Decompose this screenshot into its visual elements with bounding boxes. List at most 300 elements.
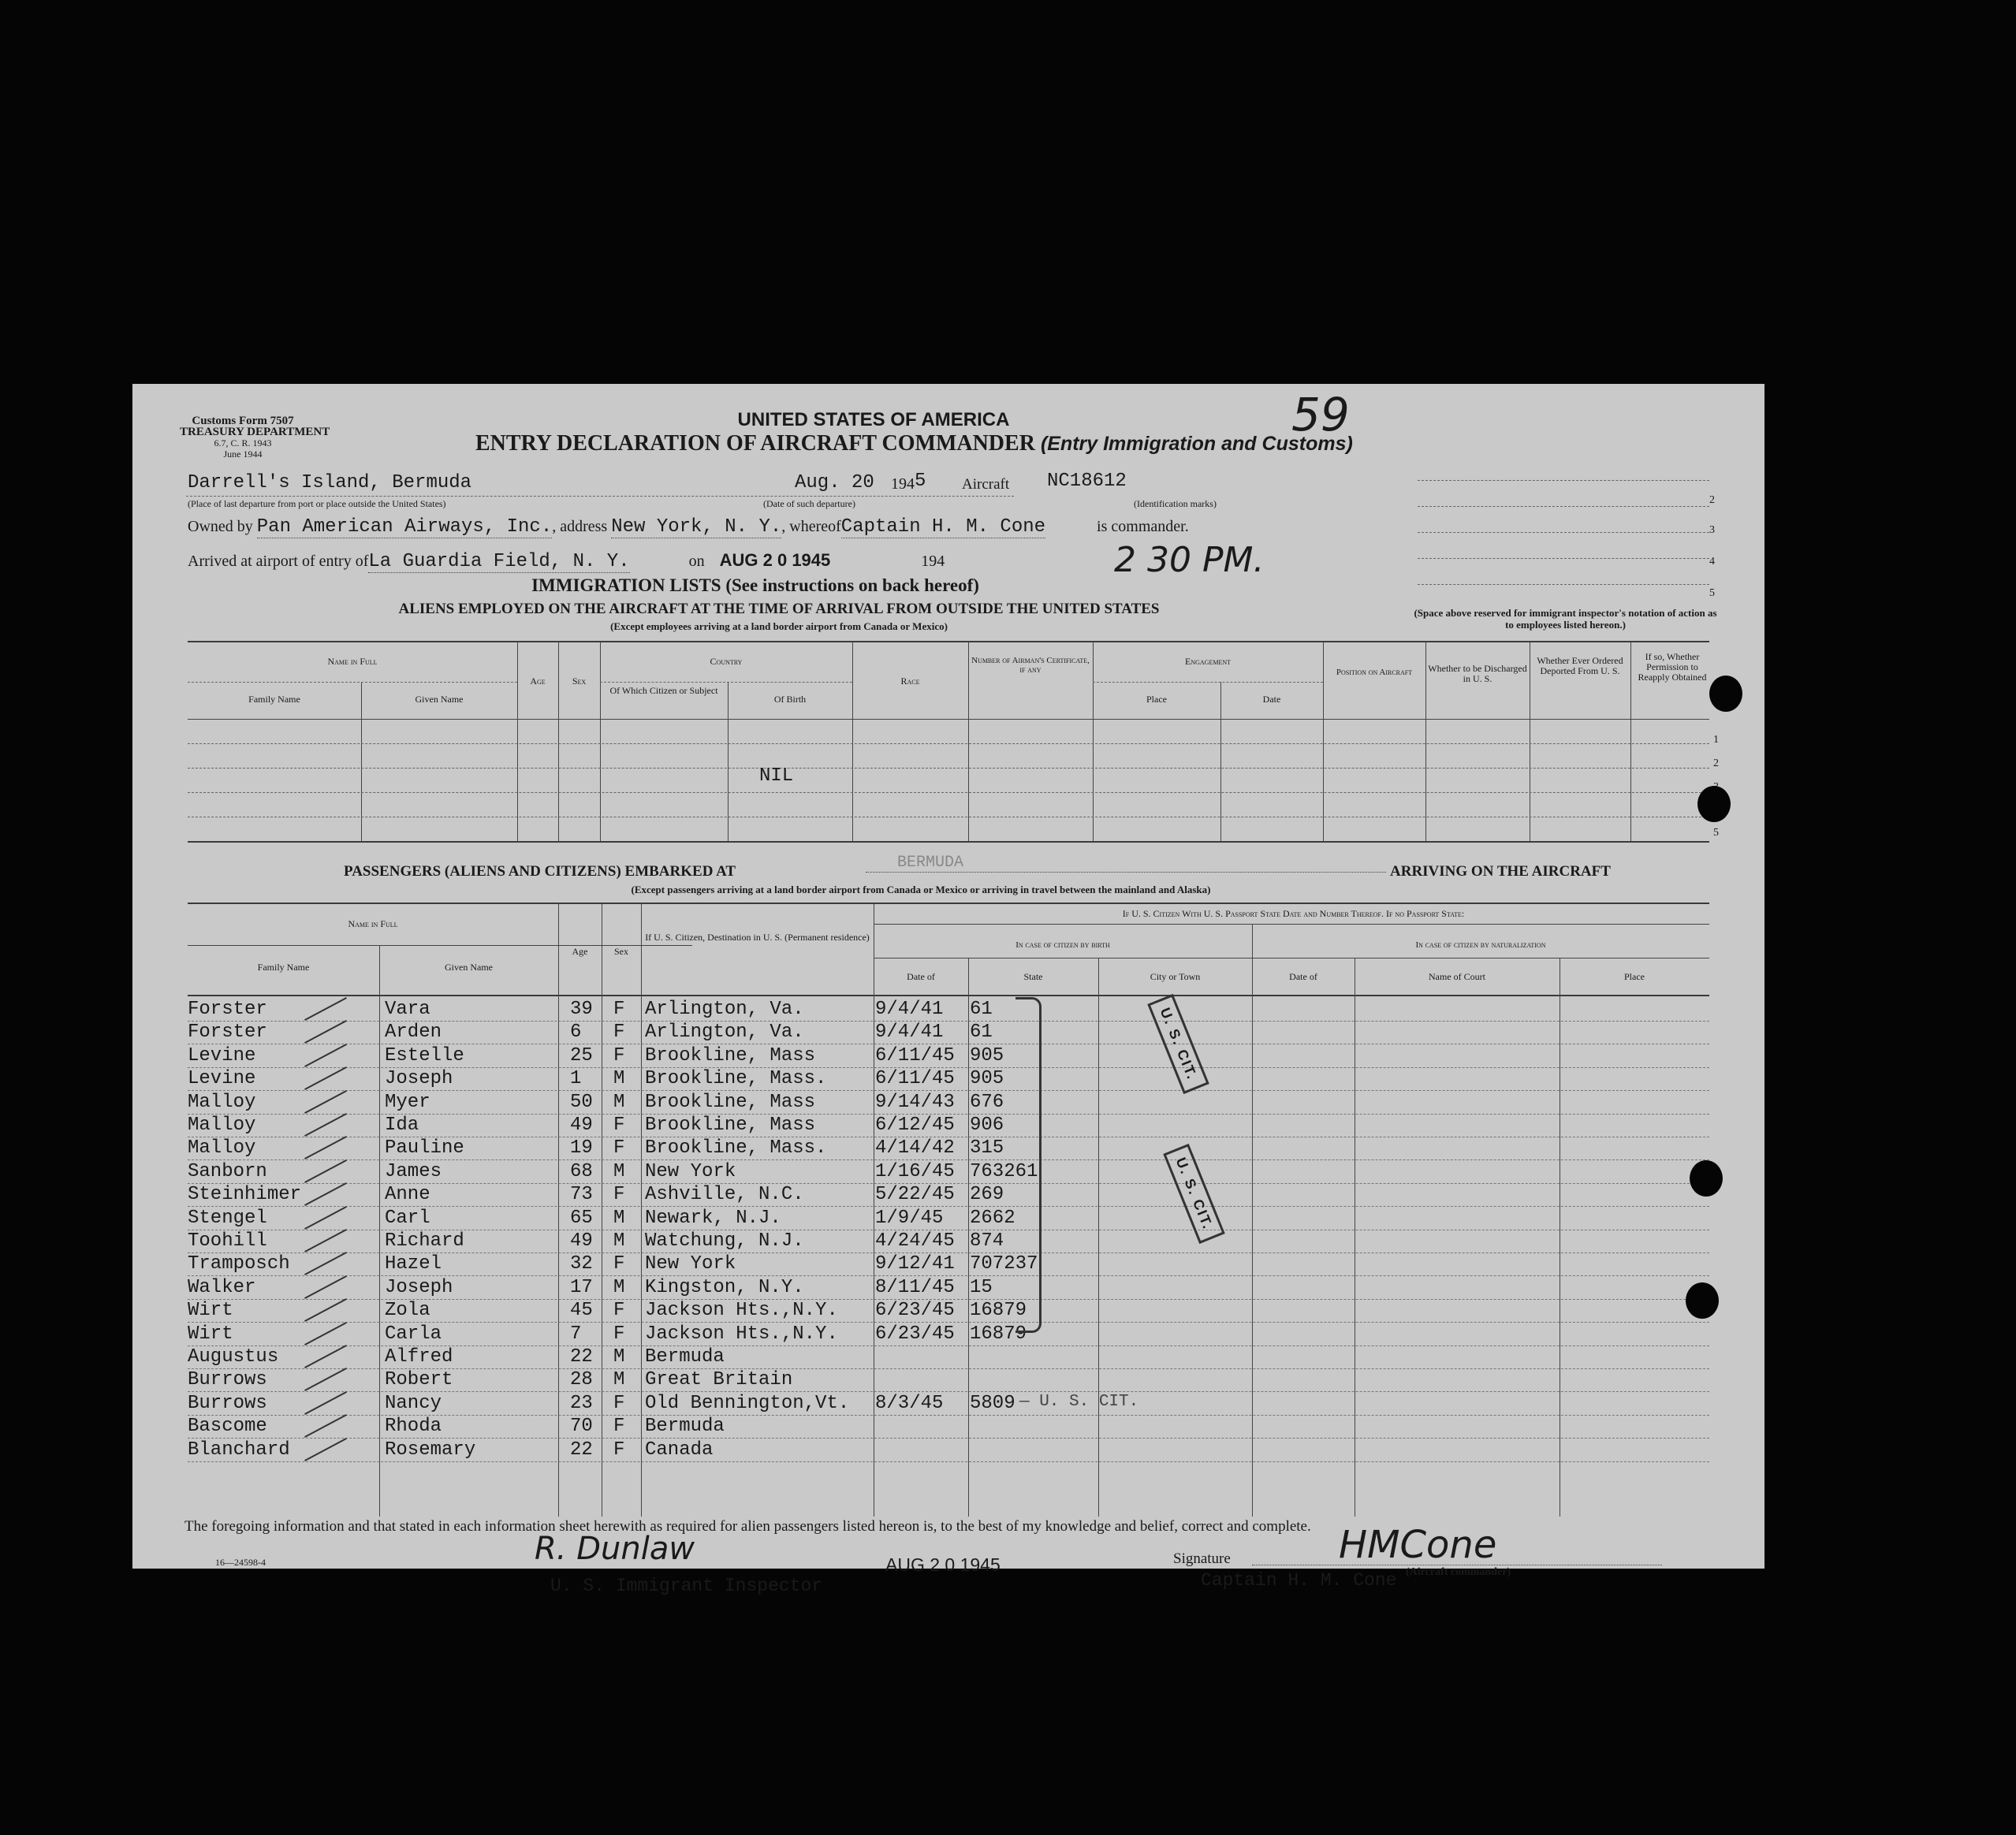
passenger-sex: M: [613, 1091, 625, 1113]
check-mark: [304, 1090, 347, 1114]
passport-number: 905: [970, 1044, 1004, 1066]
table-row: [188, 1323, 1709, 1346]
passengers-note: (Except passengers arriving at a land border airport from Canada or Mexico or arriving in travel between the mainland and Alaska): [631, 884, 1211, 895]
passport-number: 61: [970, 999, 993, 1020]
check-mark: [304, 1206, 347, 1230]
passenger-destination: Brookline, Mass: [645, 1044, 816, 1066]
column-rule: [517, 642, 518, 841]
table-row: [188, 1416, 1709, 1439]
passenger-family-name: Tramposch: [188, 1253, 290, 1275]
passenger-sex: F: [613, 1044, 625, 1066]
passenger-sex: M: [613, 1160, 625, 1182]
passenger-family-name: Wirt: [188, 1323, 233, 1345]
passport-date: 6/11/45: [875, 1044, 955, 1066]
departure-date: Aug. 20: [795, 472, 874, 493]
passenger-destination: Arlington, Va.: [645, 1022, 804, 1044]
passenger-given-name: Arden: [385, 1022, 442, 1044]
passengers-title-right: ARRIVING ON THE AIRCRAFT: [1390, 863, 1611, 880]
check-mark: [304, 1136, 347, 1159]
passenger-sex: M: [613, 1276, 625, 1298]
check-mark: [304, 1368, 347, 1391]
column-rule: [852, 642, 853, 841]
inspector-label: U. S. Immigrant Inspector: [550, 1576, 823, 1596]
table-row: [188, 1277, 1709, 1300]
check-mark: [304, 1298, 347, 1322]
passenger-age: 25: [570, 1044, 593, 1066]
commander-caption: (Aircraft commander): [1406, 1566, 1511, 1578]
passenger-given-name: Vara: [385, 999, 430, 1020]
passenger-destination: Bermuda: [645, 1416, 725, 1438]
passenger-family-name: Steinhimer: [188, 1184, 302, 1206]
check-mark: [304, 1113, 347, 1137]
passenger-sex: F: [613, 1115, 625, 1136]
form-title: [475, 431, 1353, 456]
passenger-age: 65: [570, 1207, 593, 1229]
crew-cert-header: Number of Airman's Certificate, if any: [971, 656, 1090, 675]
margin-number: 5: [1709, 587, 1715, 599]
crew-discharged-header: Whether to be Discharged in U. S.: [1428, 663, 1527, 684]
passenger-sex: F: [613, 1416, 625, 1438]
passenger-given-name: Robert: [385, 1369, 453, 1391]
check-mark: [304, 1275, 347, 1299]
margin-line: [1418, 584, 1709, 585]
year-prefix: 194: [891, 475, 915, 493]
passenger-destination: Brookline, Mass: [645, 1091, 816, 1113]
arrival-year-prefix: 194: [921, 553, 945, 570]
crew-birth-header: Of Birth: [773, 694, 807, 705]
pass-naturalization-header: In case of citizen by naturalization: [1415, 940, 1546, 950]
passenger-given-name: Hazel: [385, 1253, 442, 1275]
passenger-family-name: Walker: [188, 1276, 256, 1298]
row-rule: [188, 792, 1709, 793]
passport-number: 16879: [970, 1323, 1027, 1345]
passenger-age: 49: [570, 1115, 593, 1136]
passenger-age: 7: [570, 1323, 582, 1345]
passenger-age: 23: [570, 1392, 593, 1414]
passenger-age: 45: [570, 1300, 593, 1322]
check-mark: [304, 997, 347, 1021]
header-rule: [1093, 682, 1323, 683]
pass-sex-header: Sex: [614, 946, 628, 957]
arrival-date-stamp: AUG 2 0 1945: [719, 550, 831, 570]
pass-court-header: Name of Court: [1429, 971, 1485, 982]
passenger-given-name: Joseph: [385, 1276, 453, 1298]
passenger-sex: M: [613, 1346, 625, 1368]
table-row: [188, 1208, 1709, 1230]
margin-number: 3: [1709, 524, 1715, 536]
passenger-destination: Arlington, Va.: [645, 999, 804, 1020]
passenger-family-name: Levine: [188, 1068, 256, 1090]
crew-race-header: Race: [900, 676, 920, 687]
owned-line: [188, 516, 1189, 538]
passenger-sex: F: [613, 1439, 625, 1461]
passport-date: 4/24/45: [875, 1230, 955, 1252]
arrival-airport: La Guardia Field, N. Y.: [368, 551, 630, 572]
column-rule: [968, 642, 969, 841]
check-mark: [304, 1182, 347, 1206]
document-page: [132, 384, 1764, 1596]
passenger-age: 1: [570, 1068, 582, 1090]
arrived-label: Arrived at airport of entry of: [188, 553, 369, 570]
pass-by-birth-header: In case of citizen by birth: [1015, 940, 1110, 950]
inspector-signature: R. Dunlaw: [535, 1531, 695, 1567]
passenger-destination: Ashville, N.C.: [645, 1184, 804, 1206]
check-mark: [304, 1391, 347, 1415]
passport-date: 1/16/45: [875, 1160, 955, 1182]
passenger-destination: Kingston, N.Y.: [645, 1276, 804, 1298]
passport-number: 874: [970, 1230, 1004, 1252]
pass-place-header: Place: [1624, 971, 1645, 982]
table-row: [188, 1439, 1709, 1462]
passenger-family-name: Burrows: [188, 1369, 267, 1391]
passenger-family-name: Stengel: [188, 1207, 267, 1229]
table-row: [188, 1068, 1709, 1091]
passenger-destination: Canada: [645, 1439, 714, 1461]
form-code: 6.7, C. R. 1943: [214, 437, 272, 449]
table-row: [188, 1045, 1709, 1068]
pass-city-header: City or Town: [1150, 971, 1201, 982]
margin-line: [1418, 532, 1709, 533]
passport-date: 5/22/45: [875, 1184, 955, 1206]
passport-number: 763261: [970, 1160, 1038, 1182]
margin-line: [1418, 480, 1709, 481]
departure-year: [891, 471, 926, 495]
table-row: [188, 1369, 1709, 1392]
row-rule: [188, 768, 1709, 769]
pass-nat-date-header: Date of: [1289, 971, 1317, 982]
passport-date: 6/11/45: [875, 1068, 955, 1090]
passenger-destination: Jackson Hts.,N.Y.: [645, 1323, 838, 1345]
margin-line: [1418, 506, 1709, 507]
check-mark: [304, 1020, 347, 1044]
passenger-age: 39: [570, 999, 593, 1020]
crew-name-header: Name in Full: [327, 656, 378, 667]
passenger-given-name: Richard: [385, 1230, 464, 1252]
crew-family-header: Family Name: [248, 694, 300, 705]
column-rule: [600, 642, 601, 841]
passenger-age: 49: [570, 1230, 593, 1252]
passenger-family-name: Malloy: [188, 1115, 256, 1136]
departure-date-caption: (Date of such departure): [763, 498, 855, 509]
pass-name-header: Name in Full: [348, 918, 398, 929]
punch-hole: [1709, 676, 1742, 712]
pass-age-header: Age: [572, 946, 588, 957]
row-rule: [188, 743, 1709, 744]
check-mark: [304, 1322, 347, 1346]
crew-sex-header: Sex: [572, 676, 587, 687]
passport-date: 6/23/45: [875, 1323, 955, 1345]
table-row: [188, 1092, 1709, 1115]
passenger-age: 32: [570, 1253, 593, 1275]
passenger-sex: F: [613, 1184, 625, 1206]
page-number: 59: [1291, 388, 1350, 441]
passenger-family-name: Augustus: [188, 1346, 279, 1368]
passenger-destination: New York: [645, 1160, 736, 1182]
crew-position-header: Position on Aircraft: [1336, 668, 1413, 677]
passenger-sex: M: [613, 1207, 625, 1229]
crew-country-header: Country: [710, 656, 743, 667]
crew-row-number: 2: [1713, 757, 1719, 769]
on-label: on: [688, 553, 705, 570]
check-mark: [304, 1229, 347, 1252]
passenger-age: 50: [570, 1091, 593, 1113]
passenger-given-name: Joseph: [385, 1068, 453, 1090]
table-row: [188, 999, 1709, 1022]
passenger-age: 68: [570, 1160, 593, 1182]
check-mark: [304, 1438, 347, 1461]
passport-date: 9/4/41: [875, 1022, 944, 1044]
margin-number: 2: [1709, 494, 1715, 506]
passenger-family-name: Toohill: [188, 1230, 267, 1252]
passenger-destination: Jackson Hts.,N.Y.: [645, 1300, 838, 1322]
passport-date: 9/12/41: [875, 1253, 955, 1275]
whereof-label: , whereof: [781, 518, 841, 535]
passport-date: 8/11/45: [875, 1276, 955, 1298]
passport-date: 9/4/41: [875, 999, 944, 1020]
passenger-family-name: Wirt: [188, 1300, 233, 1322]
aircraft-caption: (Identification marks): [1134, 498, 1217, 509]
nancy-citizen-note: — U. S. CIT.: [1019, 1393, 1139, 1411]
declaration-text: The foregoing information and that stated in each information sheet herewith as required for alien passengers listed hereon is, to the best of my knowledge and belief, correct and complete.: [184, 1518, 1311, 1535]
passport-number: 16879: [970, 1300, 1027, 1322]
table-rule: [188, 995, 1709, 996]
pass-family-header: Family Name: [257, 962, 310, 973]
header-rule: [874, 924, 1709, 925]
passenger-sex: F: [613, 1137, 625, 1159]
table-row: [188, 1115, 1709, 1137]
owner-name: Pan American Airways, Inc.: [256, 516, 553, 538]
passenger-age: 28: [570, 1369, 593, 1391]
signature-label: Signature: [1173, 1550, 1231, 1567]
passport-number: 315: [970, 1137, 1004, 1159]
immigration-subtitle: ALIENS EMPLOYED ON THE AIRCRAFT AT THE TIME OF ARRIVAL FROM OUTSIDE THE UNITED STATES: [398, 601, 1160, 617]
passenger-destination: Old Bennington,Vt.: [645, 1392, 850, 1414]
country-title: UNITED STATES OF AMERICA: [737, 409, 1010, 430]
passenger-family-name: Burrows: [188, 1392, 267, 1414]
passenger-destination: Newark, N.J.: [645, 1207, 781, 1229]
punch-hole: [1686, 1282, 1719, 1319]
passport-number: 676: [970, 1091, 1004, 1113]
crew-engagement-header: Engagement: [1185, 656, 1231, 667]
passport-date: 6/12/45: [875, 1115, 955, 1136]
column-rule: [1425, 642, 1426, 841]
crew-deported-header: Whether Ever Ordered Deported From U. S.: [1537, 655, 1623, 676]
crew-row-number: 1: [1713, 734, 1719, 746]
nil-entry: NIL: [759, 765, 794, 787]
crew-row-number: 5: [1713, 827, 1719, 839]
check-mark: [304, 1345, 347, 1368]
passenger-given-name: Zola: [385, 1300, 430, 1322]
table-rule: [188, 903, 1709, 904]
table-row: [188, 1300, 1709, 1323]
check-mark: [304, 1159, 347, 1183]
crew-citizen-header: Of Which Citizen or Subject: [609, 685, 718, 696]
passport-date: 9/14/43: [875, 1091, 955, 1113]
passenger-given-name: Anne: [385, 1184, 430, 1206]
form-date: June 1944: [223, 449, 263, 460]
passenger-age: 22: [570, 1439, 593, 1461]
table-row: [188, 1022, 1709, 1044]
pass-date-header: Date of: [907, 971, 935, 982]
passenger-given-name: James: [385, 1160, 442, 1182]
grouping-bracket: [1015, 997, 1042, 1333]
column-rule: [1630, 642, 1631, 841]
header-rule: [188, 682, 517, 683]
passenger-sex: F: [613, 1253, 625, 1275]
form-title-sub: (Entry Immigration and Customs): [1040, 433, 1353, 455]
table-row: [188, 1230, 1709, 1253]
departure-place-caption: (Place of last departure from port or place outside the United States): [188, 498, 446, 509]
passenger-family-name: Bascome: [188, 1416, 267, 1438]
passport-number: 15: [970, 1276, 993, 1298]
passenger-age: 17: [570, 1276, 593, 1298]
passenger-destination: Great Britain: [645, 1369, 793, 1391]
passenger-given-name: Estelle: [385, 1044, 464, 1066]
table-rule: [188, 641, 1709, 642]
passenger-destination: Bermuda: [645, 1346, 725, 1368]
aircraft-label: Aircraft: [962, 476, 1010, 493]
passenger-age: 22: [570, 1346, 593, 1368]
passenger-given-name: Nancy: [385, 1392, 442, 1414]
passenger-sex: F: [613, 1323, 625, 1345]
passport-number: 906: [970, 1115, 1004, 1136]
passenger-family-name: Forster: [188, 999, 267, 1020]
divider: [186, 496, 1014, 497]
check-mark: [304, 1066, 347, 1090]
passenger-family-name: Forster: [188, 1022, 267, 1044]
crew-place-header: Place: [1146, 694, 1167, 705]
pass-destination-header: If U. S. Citizen, Destination in U. S. (Permanent residence): [645, 932, 870, 943]
passenger-sex: F: [613, 999, 625, 1020]
header-rule: [600, 682, 852, 683]
check-mark: [304, 1414, 347, 1438]
pass-state-header: State: [1023, 971, 1043, 982]
passenger-family-name: Blanchard: [188, 1439, 290, 1461]
owner-address: New York, N. Y.: [611, 516, 782, 538]
inspector-date-stamp: AUG 2 0 1945: [885, 1554, 1001, 1575]
table-row: [188, 1184, 1709, 1207]
passenger-given-name: Carla: [385, 1323, 442, 1345]
form-title-main: ENTRY DECLARATION OF AIRCRAFT COMMANDER: [475, 431, 1035, 456]
passenger-destination: Brookline, Mass.: [645, 1137, 827, 1159]
column-rule: [558, 642, 559, 841]
margin-caption: (Space above reserved for immigrant inspector's notation of action as to employees listed hereon.): [1414, 607, 1717, 631]
passport-number: 905: [970, 1068, 1004, 1090]
passenger-given-name: Myer: [385, 1091, 430, 1113]
commander-typed-name: Captain H. M. Cone: [1201, 1570, 1397, 1591]
passenger-sex: M: [613, 1230, 625, 1252]
footer-code: 16—24598-4: [215, 1557, 266, 1568]
passport-number: 707237: [970, 1253, 1038, 1275]
address-label: , address: [552, 518, 608, 535]
passenger-destination: Brookline, Mass: [645, 1115, 816, 1136]
form-id-block: [180, 415, 330, 460]
passenger-given-name: Rosemary: [385, 1439, 476, 1461]
passport-date: 1/9/45: [875, 1207, 944, 1229]
passenger-family-name: Malloy: [188, 1091, 256, 1113]
commander-signature: HMCone: [1339, 1523, 1497, 1567]
column-rule: [1093, 642, 1094, 841]
table-row: [188, 1346, 1709, 1369]
margin-number: 4: [1709, 556, 1715, 568]
punch-hole: [1697, 786, 1731, 822]
margin-line: [1418, 558, 1709, 559]
passenger-destination: Watchung, N.J.: [645, 1230, 804, 1252]
row-rule: [188, 719, 1709, 720]
us-citizen-stamp: U. S. CIT.: [1163, 1144, 1225, 1244]
form-number: Customs Form 7507: [192, 415, 294, 427]
punch-hole: [1690, 1160, 1723, 1197]
passengers-title-left: PASSENGERS (ALIENS AND CITIZENS) EMBARKED AT: [344, 863, 736, 880]
table-row: [188, 1137, 1709, 1160]
crew-reapply-header: If so, Whether Permission to Reapply Obtained: [1638, 651, 1707, 683]
passport-date: 4/14/42: [875, 1137, 955, 1159]
aircraft-id: NC18612: [1047, 471, 1127, 492]
table-rule: [188, 841, 1709, 843]
passenger-sex: F: [613, 1300, 625, 1322]
passenger-family-name: Sanborn: [188, 1160, 267, 1182]
pass-passport-header: If U. S. Citizen With U. S. Passport State Date and Number Thereof. If no Passport State:: [1122, 908, 1465, 919]
passenger-age: 19: [570, 1137, 593, 1159]
immigration-note: (Except employees arriving at a land border airport from Canada or Mexico): [610, 620, 948, 632]
passenger-given-name: Pauline: [385, 1137, 464, 1159]
year-suffix: 5: [915, 471, 926, 492]
passenger-age: 6: [570, 1022, 582, 1044]
passenger-family-name: Malloy: [188, 1137, 256, 1159]
passenger-age: 73: [570, 1184, 593, 1206]
immigration-title: IMMIGRATION LISTS (See instructions on back hereof): [531, 575, 979, 595]
passport-date: 8/3/45: [875, 1392, 944, 1414]
passenger-age: 70: [570, 1416, 593, 1438]
embarked-at: BERMUDA: [866, 854, 1386, 873]
passenger-sex: F: [613, 1392, 625, 1414]
passenger-family-name: Levine: [188, 1044, 256, 1066]
owned-by-label: Owned by: [188, 518, 253, 535]
passenger-sex: M: [613, 1068, 625, 1090]
check-mark: [304, 1044, 347, 1067]
column-rule: [1323, 642, 1324, 841]
passport-number: 61: [970, 1022, 993, 1044]
row-rule: [188, 1461, 1709, 1462]
arrival-time: 2 30 PM.: [1114, 540, 1265, 580]
passport-number: 5809: [970, 1392, 1015, 1414]
passport-date: 6/23/45: [875, 1300, 955, 1322]
passport-number: 269: [970, 1184, 1004, 1206]
commander-name: Captain H. M. Cone: [840, 516, 1046, 538]
crew-date-header: Date: [1262, 694, 1281, 705]
passenger-destination: Brookline, Mass.: [645, 1068, 827, 1090]
table-row: [188, 1393, 1709, 1416]
table-row: [188, 1161, 1709, 1184]
arrived-line: [188, 550, 945, 572]
passenger-given-name: Ida: [385, 1115, 419, 1136]
passenger-sex: F: [613, 1022, 625, 1044]
passenger-given-name: Carl: [385, 1207, 430, 1229]
table-row: [188, 1253, 1709, 1276]
us-citizen-stamp: U. S. CIT.: [1147, 994, 1209, 1094]
is-commander-label: is commander.: [1097, 518, 1189, 535]
passenger-given-name: Alfred: [385, 1346, 453, 1368]
check-mark: [304, 1252, 347, 1275]
form-department: TREASURY DEPARTMENT: [180, 426, 330, 438]
passenger-given-name: Rhoda: [385, 1416, 442, 1438]
pass-given-header: Given Name: [445, 962, 493, 973]
passport-number: 2662: [970, 1207, 1015, 1229]
crew-age-header: Age: [530, 676, 546, 687]
passenger-destination: New York: [645, 1253, 736, 1275]
crew-given-header: Given Name: [415, 694, 464, 705]
passenger-sex: M: [613, 1369, 625, 1391]
